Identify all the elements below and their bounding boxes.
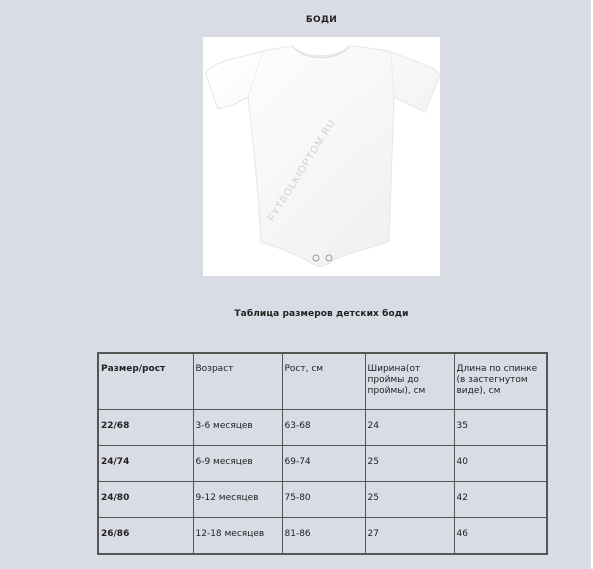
table-row [98, 482, 547, 518]
height-cell: 63-68 [282, 410, 365, 446]
length-cell: 35 [454, 410, 547, 446]
size-table [97, 352, 548, 555]
width-cell: 25 [365, 482, 454, 518]
height-cell: 69-74 [282, 446, 365, 482]
size-cell: 24/74 [98, 446, 193, 482]
bodysuit-image [203, 37, 440, 276]
header-cell: Ширина(от проймы до проймы), см [365, 353, 454, 410]
height-cell: 81-86 [282, 518, 365, 555]
header-cell: Размер/рост [98, 353, 193, 410]
length-cell: 46 [454, 518, 547, 555]
header-cell: Длина по спинке (в застегнутом виде), см [454, 353, 547, 410]
page-title: БОДИ [305, 15, 338, 25]
size-cell: 22/68 [98, 410, 193, 446]
width-cell: 27 [365, 518, 454, 555]
age-cell: 3-6 месяцев [193, 410, 282, 446]
age-cell: 12-18 месяцев [193, 518, 282, 555]
product-photo [203, 37, 440, 276]
width-cell: 24 [365, 410, 454, 446]
header-cell: Рост, см [282, 353, 365, 410]
table-row [98, 446, 547, 482]
header-cell: Возраст [193, 353, 282, 410]
table-caption: Таблица размеров детских боди [234, 309, 409, 319]
age-cell: 6-9 месяцев [193, 446, 282, 482]
length-cell: 40 [454, 446, 547, 482]
length-cell: 42 [454, 482, 547, 518]
table-row [98, 518, 547, 555]
table-row [98, 410, 547, 446]
photo-watermark: FYTBOLKIOPTOM.RU [266, 117, 339, 224]
age-cell: 9-12 месяцев [193, 482, 282, 518]
width-cell: 25 [365, 446, 454, 482]
size-cell: 24/80 [98, 482, 193, 518]
size-cell: 26/86 [98, 518, 193, 555]
table-header-row [98, 353, 547, 410]
height-cell: 75-80 [282, 482, 365, 518]
